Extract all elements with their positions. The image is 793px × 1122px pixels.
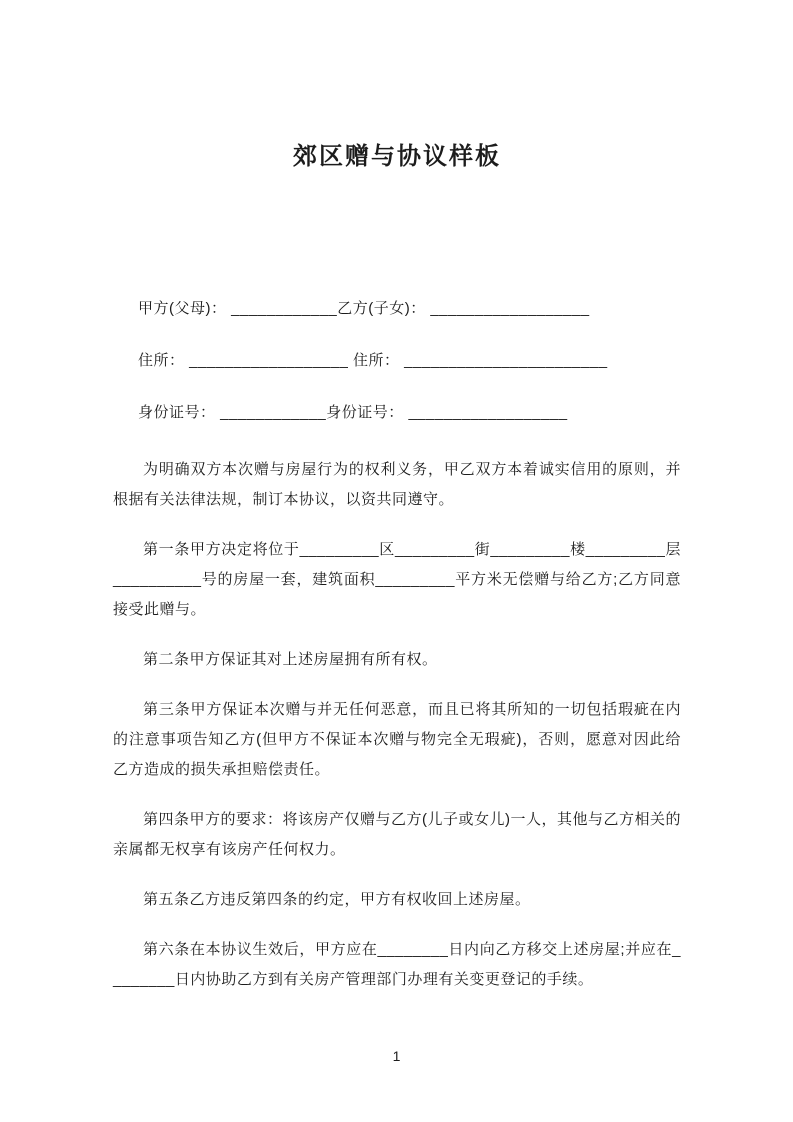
clause-6: 第六条在本协议生效后，甲方应在________日内向乙方移交上述房屋;并应在________日内协助乙方到有关房产管理部门办理有关变更登记的手续。 (113, 941, 681, 988)
clause-5: 第五条乙方违反第四条的约定，甲方有权收回上述房屋。 (143, 891, 531, 908)
clause-4: 第四条甲方的要求：将该房产仅赠与乙方(儿子或女儿)一人，其他与乙方相关的亲属都无权享有该房产任何权力。 (113, 811, 681, 858)
clause-2: 第二条甲方保证其对上述房屋拥有所有权。 (143, 651, 438, 668)
parties-section (113, 299, 681, 423)
clause-3: 第三条甲方保证本次赠与并无任何恶意，而且已将其所知的一切包括瑕疵在内的注意事项告知乙方(但甲方不保证本次赠与物完全无瑕疵)，否则，愿意对因此给乙方造成的损失承担赔偿责任。 (113, 701, 681, 778)
id-number-line: 身份证号： ____________身份证号： __________________ (138, 404, 568, 421)
paragraph-preamble: 为明确双方本次赠与房屋行为的权利义务，甲乙双方本着诚实信用的原则，并根据有关法律法规，制订本协议，以资共同遵守。 (113, 461, 681, 508)
clauses-section (113, 455, 681, 995)
document-title: 郊区赠与协议样板 (293, 143, 501, 170)
page-number: 1 (392, 1048, 401, 1064)
clause-1: 第一条甲方决定将位于_________区_________街_________楼_________层__________号的房屋一套，建筑面积_________平方米无偿赠与给乙方;乙方同意接受此赠与。 (113, 541, 681, 618)
party-a-b-line: 甲方(父母)： ____________乙方(子女)： __________________ (138, 300, 590, 317)
address-line: 住所： __________________ 住所： _______________________ (138, 352, 608, 369)
